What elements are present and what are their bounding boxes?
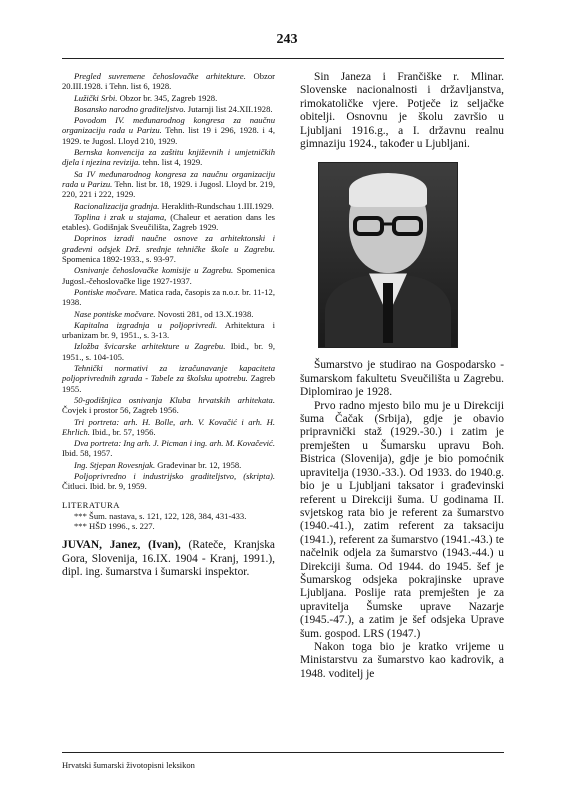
reference-item [62, 169, 275, 200]
reference-item [62, 71, 275, 92]
reference-item [62, 93, 275, 103]
reference-title: Kapitalna izgradnja u poljoprivredi. [74, 319, 218, 330]
reference-item [62, 309, 275, 319]
reference-title: Nase pontiske močvare. [74, 308, 156, 319]
reference-item [62, 115, 275, 146]
biography-paragraph: Prvo radno mjesto bilo mu je u Direkciji šuma Čačak (Srbija), gdje je obavio pripravnički staž (1929.-30.) i zatim je premješten u Šumarsku upravu Boh. Bistrica (Slovenija), gdje je bio pomoćnik upravitelja (1930.-33.). Od 1933. do 1940.g. bio je u Ljubljani taksator i građevinski referent u Direkciji šuma. U godinama II. svjetskog rata bio je referent za šumarstvo (1940.-41.), zatim referent za taksaciju (1941.), referent za šumarstvo (1941.-43.) te načelnik odjela za šumarstvo (1943.-44.) u Direkciji šuma. Od 1944. do 1945. šef je Šumarskog odsjeka pokrajinske uprave Ljubljana. Poslije rata premješten je za upravitelja Šumske uprave Nazarje (1945.-47.), a zatim je šef odsjeka Uprave šum. gospod. LRS (1947.) [300, 399, 504, 640]
reference-title: Bernska konvencija za zaštitu književnih i umjetničkih djela i njezina revizija. [62, 147, 275, 168]
reference-title: Tehnički normativi za izračunavanje kapaciteta poljoprivrednih zgrada - Tabele za školsku upotrebu. [62, 363, 275, 384]
reference-item [62, 438, 275, 459]
portrait-photo [318, 162, 458, 348]
reference-item [62, 395, 275, 416]
reference-details: Ibid., br. 57, 1956. [89, 426, 156, 437]
reference-details: Matica rada, časopis za n.o.r. br. 11-12, 1938. [62, 286, 275, 308]
portrait-tie [383, 283, 393, 343]
reference-details: Novosti 281, od 13.X.1938. [155, 308, 254, 319]
reference-title: Pontiske močvare. [74, 286, 138, 297]
reference-details: Jutarnji list 24.XII.1928. [185, 103, 273, 114]
reference-details: Spomenica 1892-1933., s. 93-97. [62, 254, 176, 265]
reference-details: Obzor 20.III.1928. i Tehn. list 6, 1928. [62, 71, 276, 92]
header-rule [62, 58, 504, 59]
reference-title: Sa IV međunarodnog kongresa za naučnu organizaciju rada u Parizu. [62, 168, 275, 189]
footer-rule [62, 752, 504, 753]
reference-title: Poljoprivredno i industrijsko graditeljstvo, (skripta). [74, 470, 275, 481]
reference-title: Doprinos izradi naučne osnove za arhitektonski i građevni odsjek Drž. srednje tehničke škole u Zagrebu. [62, 233, 275, 254]
reference-title: Povodom IV. međunarodnog kongresa za naučnu organizaciju rada u Parizu. [62, 115, 275, 136]
reference-item [62, 460, 275, 470]
reference-details: Građevinar br. 12, 1958. [155, 459, 242, 470]
reference-item [62, 363, 275, 394]
literature-item: *** Šum. nastava, s. 121, 122, 128, 384, 431-433. [74, 510, 247, 521]
reference-item [62, 287, 275, 308]
references-list [62, 71, 275, 492]
reference-item [62, 147, 275, 168]
reference-title: Bosansko narodno graditeljstvo. [74, 103, 186, 114]
reference-title: Tri portreta: arh. H. Bolle, arh. V. Kovačić i arh. H. Ehrlich. [62, 416, 275, 437]
biography-paragraph: Nakon toga bio je kratko vrijeme u Ministarstvu za šumarstvo kao kadrovik, a 1948. voditelj je [300, 640, 504, 680]
reference-title: 50-godišnjica osnivanja Kluba hrvatskih arhitekata. [74, 394, 275, 405]
reference-item [62, 201, 275, 211]
page-number: 243 [276, 32, 298, 47]
left-column [62, 71, 275, 579]
reference-item [62, 233, 275, 264]
reference-details: tehn. list 4, 1929. [140, 157, 203, 168]
reference-details: Spomenica Jugosl.-čehoslovačke lige 1927-1937. [62, 265, 275, 286]
reference-details: Čitluci. Ibid. br. 9, 1959. [62, 481, 147, 492]
reference-title: Racionalizacija gradnja. [74, 200, 160, 211]
reference-details: Zagreb 1955. [62, 373, 276, 394]
entry-intro-text: (Rateče, Kranjska Gora, Slovenija, 16.IX. 1904 - Kranj, 1991.), dipl. ing. šumarstva i šumarski inspektor. [62, 539, 275, 578]
reference-details: Tehn. list 19 i 296, 1928. i 4, 1929. te Jugosl. Lloyd 210, 1929. [62, 125, 275, 146]
reference-title: Osnivanje čehoslovačke komisije u Zagrebu. [74, 265, 234, 276]
reference-title: Ing. Stjepan Rovesnjak. [74, 459, 156, 470]
reference-details: Ibid., br. 9, 1951., s. 104-105. [62, 341, 275, 362]
reference-item [62, 471, 275, 492]
reference-details: Obzor br. 345, Zagreb 1928. [117, 92, 218, 103]
reference-title: Pregled suvremene čehoslovačke arhitekture. [74, 71, 246, 81]
reference-title: Izložba švicarske arhitekture u Zagrebu. [74, 341, 226, 352]
reference-item [62, 212, 275, 233]
portrait-glasses [353, 215, 423, 237]
portrait-hair [349, 173, 427, 207]
reference-item [62, 417, 275, 438]
reference-item [62, 341, 275, 362]
reference-details: Heraklith-Rundschau 1.III.1929. [159, 200, 274, 211]
reference-item [62, 104, 275, 114]
entry-intro [62, 539, 275, 579]
reference-details: Arhitektura i urbanizam br. 9, 1951., s. 3-13. [62, 319, 275, 341]
reference-details: (Chaleur et aeration dans les etables). Godišnjak Sveučilišta, Zagreb 1929. [62, 211, 275, 233]
right-column [300, 71, 504, 681]
reference-item [62, 320, 275, 341]
biography-paragraph: Šumarstvo je studirao na Gospodarsko - šumarskom fakultetu Sveučilišta u Zagrebu. Diplomirao je 1928. [300, 359, 504, 399]
biography-paragraph: Sin Janeza i Frančiške r. Mlinar. Slovenske nacionalnosti i državljanstva, rimokatoličke vjere. Potječe iz seljačke obitelji. Osnovnu je školu završio u Ljubljani 1916.g., a I. državnu realnu gimnaziju 1924., također u Ljubljani. [300, 71, 504, 151]
entry-name: JUVAN, Janez, (Ivan), [62, 539, 181, 552]
literature-heading: LITERATURA [62, 499, 120, 510]
reference-details: Ibid. 58, 1957. [62, 448, 113, 459]
literature-item: *** HŠD 1996., s. 227. [74, 520, 155, 531]
reference-details: Čovjek i prostor 56, Zagreb 1956. [62, 405, 179, 416]
reference-details: Tehn. list br. 18, 1929. i Jugosl. Lloyd br. 219, 220, 221 i 222, 1929. [62, 178, 275, 200]
footer-title: Hrvatski šumarski životopisni leksikon [62, 760, 195, 770]
reference-title: Toplina i zrak u stajama, [74, 211, 167, 222]
reference-title: Dva portreta: Ing arh. J. Picman i ing. arh. M. Kovačević. [74, 438, 275, 449]
reference-title: Lužički Srbi. [74, 92, 118, 103]
reference-item [62, 265, 275, 286]
